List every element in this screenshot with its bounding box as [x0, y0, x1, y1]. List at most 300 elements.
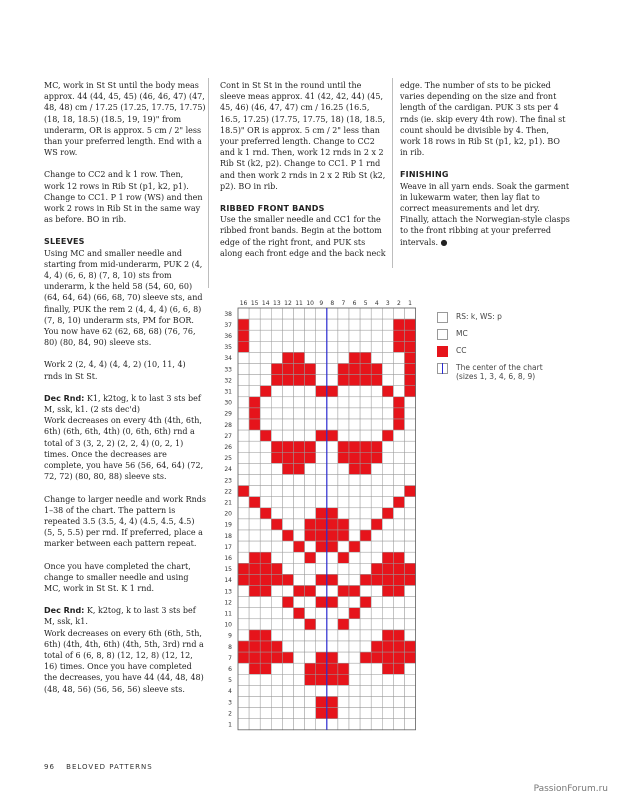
row-number: 13 [224, 588, 232, 596]
mc-stitch [271, 319, 282, 330]
cc-stitch [249, 574, 260, 585]
mc-stitch [327, 608, 338, 619]
legend-swatch-mc [437, 329, 448, 340]
mc-stitch [305, 630, 316, 641]
cc-stitch [382, 508, 393, 519]
mc-stitch [238, 552, 249, 563]
mc-stitch [305, 308, 316, 319]
column-number: 9 [319, 300, 324, 307]
row-number: 12 [224, 599, 232, 607]
cc-stitch [338, 552, 349, 563]
mc-stitch [249, 375, 260, 386]
mc-stitch [238, 441, 249, 452]
mc-stitch [393, 619, 404, 630]
cc-stitch [405, 574, 416, 585]
cc-stitch [393, 586, 404, 597]
mc-stitch [260, 541, 271, 552]
mc-stitch [405, 674, 416, 685]
mc-stitch [316, 319, 327, 330]
mc-stitch [238, 463, 249, 474]
section-heading-finishing: FINISHING [400, 170, 449, 180]
mc-stitch [238, 375, 249, 386]
mc-stitch [249, 308, 260, 319]
cc-stitch [316, 674, 327, 685]
mc-stitch [393, 486, 404, 497]
mc-stitch [360, 674, 371, 685]
mc-stitch [238, 308, 249, 319]
cc-stitch [338, 519, 349, 530]
mc-stitch [294, 630, 305, 641]
mc-stitch [249, 386, 260, 397]
mc-stitch [260, 397, 271, 408]
cc-stitch [349, 586, 360, 597]
mc-stitch [393, 541, 404, 552]
column-divider-1 [208, 78, 209, 288]
cc-stitch [260, 630, 271, 641]
mc-stitch [282, 475, 293, 486]
text-column-1 [44, 80, 206, 706]
mc-stitch [371, 586, 382, 597]
cc-stitch [393, 341, 404, 352]
cc-stitch [260, 641, 271, 652]
cc-stitch [305, 586, 316, 597]
mc-stitch [305, 341, 316, 352]
mc-stitch [305, 319, 316, 330]
mc-stitch [405, 441, 416, 452]
mc-stitch [294, 719, 305, 730]
row-number: 37 [224, 321, 232, 329]
mc-stitch [405, 663, 416, 674]
column-number: 16 [239, 300, 248, 307]
mc-stitch [327, 641, 338, 652]
cc-stitch [238, 574, 249, 585]
mc-stitch [338, 597, 349, 608]
cc-stitch [260, 430, 271, 441]
column-number: 11 [295, 300, 303, 307]
cc-stitch [405, 352, 416, 363]
mc-stitch [349, 697, 360, 708]
mc-stitch [271, 663, 282, 674]
mc-stitch [349, 430, 360, 441]
mc-stitch [260, 419, 271, 430]
mc-stitch [316, 330, 327, 341]
legend-label: The center of the chart (sizes 1, 3, 4, 6, 8, 9) [456, 363, 543, 381]
mc-stitch [249, 330, 260, 341]
mc-stitch [349, 708, 360, 719]
mc-stitch [382, 486, 393, 497]
mc-stitch [371, 630, 382, 641]
legend-swatch-cc [437, 346, 448, 357]
mc-stitch [371, 608, 382, 619]
cc-stitch [360, 463, 371, 474]
cc-stitch [294, 375, 305, 386]
cc-stitch [349, 441, 360, 452]
mc-stitch [294, 508, 305, 519]
cc-stitch [305, 364, 316, 375]
mc-stitch [271, 463, 282, 474]
cc-stitch [282, 530, 293, 541]
cc-stitch [305, 530, 316, 541]
cc-stitch [349, 352, 360, 363]
mc-stitch [282, 430, 293, 441]
mc-stitch [405, 463, 416, 474]
cc-stitch [305, 452, 316, 463]
mc-stitch [271, 552, 282, 563]
cc-stitch [260, 586, 271, 597]
mc-stitch [316, 685, 327, 696]
mc-stitch [305, 397, 316, 408]
mc-stitch [338, 330, 349, 341]
cc-stitch [338, 663, 349, 674]
paragraph [400, 181, 570, 248]
mc-stitch [382, 497, 393, 508]
cc-stitch [282, 463, 293, 474]
mc-stitch [294, 652, 305, 663]
legend-item-mc [437, 329, 556, 340]
mc-stitch [393, 308, 404, 319]
mc-stitch [382, 341, 393, 352]
mc-stitch [382, 352, 393, 363]
mc-stitch [282, 319, 293, 330]
dec-rnd-label: Dec Rnd: [44, 393, 85, 403]
mc-stitch [282, 708, 293, 719]
mc-stitch [371, 386, 382, 397]
mc-stitch [382, 397, 393, 408]
mc-stitch [349, 508, 360, 519]
mc-stitch [316, 308, 327, 319]
paragraph: Using MC and smaller needle and starting from mid-underarm, PUK 2 (4, 4, 4) (6, 6, 8) (7, 8, 10) sts from underarm, k the held 58 (54, 60, 60) (64, 64, 64) (66, 68, 70) sleeve sts, and finally, PUK the rem 2 (4, 4, 4) (6, 6, 8) (7, 8, 10) underarm sts, PM for BOR. You now have 62 (62, 68, 68) (76, 76, 80) (80, 84, 90) sleeve sts. [44, 248, 203, 348]
mc-stitch [371, 308, 382, 319]
mc-stitch [249, 441, 260, 452]
mc-stitch [349, 563, 360, 574]
cc-stitch [316, 652, 327, 663]
cc-stitch [360, 352, 371, 363]
cc-stitch [249, 641, 260, 652]
mc-stitch [260, 697, 271, 708]
mc-stitch [271, 719, 282, 730]
mc-stitch [294, 563, 305, 574]
mc-stitch [405, 519, 416, 530]
cc-stitch [238, 319, 249, 330]
mc-stitch [349, 552, 360, 563]
mc-stitch [371, 552, 382, 563]
mc-stitch [393, 608, 404, 619]
mc-stitch [371, 486, 382, 497]
mc-stitch [282, 641, 293, 652]
mc-stitch [349, 674, 360, 685]
mc-stitch [282, 697, 293, 708]
mc-stitch [260, 452, 271, 463]
mc-stitch [238, 586, 249, 597]
cc-stitch [271, 441, 282, 452]
mc-stitch [271, 330, 282, 341]
mc-stitch [360, 708, 371, 719]
cc-stitch [271, 375, 282, 386]
cc-stitch [393, 652, 404, 663]
mc-stitch [271, 630, 282, 641]
mc-stitch [327, 441, 338, 452]
mc-stitch [338, 563, 349, 574]
mc-stitch [260, 486, 271, 497]
mc-stitch [316, 552, 327, 563]
column-number: 2 [397, 300, 401, 307]
mc-stitch [371, 663, 382, 674]
mc-stitch [349, 530, 360, 541]
mc-stitch [393, 452, 404, 463]
mc-stitch [282, 674, 293, 685]
mc-stitch [360, 341, 371, 352]
mc-stitch [393, 697, 404, 708]
cc-stitch [393, 497, 404, 508]
cc-stitch [271, 574, 282, 585]
cc-stitch [405, 641, 416, 652]
cc-stitch [338, 441, 349, 452]
cc-stitch [249, 630, 260, 641]
mc-stitch [382, 452, 393, 463]
row-number: 7 [228, 654, 232, 662]
mc-stitch [338, 652, 349, 663]
cc-stitch [260, 574, 271, 585]
mc-stitch [405, 697, 416, 708]
cc-stitch [349, 452, 360, 463]
mc-stitch [294, 697, 305, 708]
cc-stitch [360, 441, 371, 452]
cc-stitch [405, 341, 416, 352]
cc-stitch [338, 586, 349, 597]
mc-stitch [238, 663, 249, 674]
dec-rnd-label: Dec Rnd: [44, 606, 85, 616]
cc-stitch [349, 375, 360, 386]
mc-stitch [382, 441, 393, 452]
mc-stitch [338, 386, 349, 397]
mc-stitch [249, 697, 260, 708]
cc-stitch [349, 364, 360, 375]
mc-stitch [349, 619, 360, 630]
mc-stitch [305, 563, 316, 574]
cc-stitch [238, 486, 249, 497]
paragraph: MC, work in St St until the body meas approx. 44 (44, 45, 45) (46, 46, 47) (47, 48, 48) cm / 17.25 (17.25, 17.75, 17.75) (18, 18, 18.5) (18.5, 19, 19)" from underarm, OR is approx. 5 cm / 2" less than your preferred length. End with a WS row. [44, 81, 206, 158]
mc-stitch [271, 497, 282, 508]
page-number: 96 [44, 763, 55, 771]
text-column-2 [220, 80, 388, 270]
mc-stitch [294, 663, 305, 674]
cc-stitch [271, 364, 282, 375]
row-number: 11 [224, 610, 232, 618]
mc-stitch [316, 463, 327, 474]
mc-stitch [260, 597, 271, 608]
mc-stitch [238, 430, 249, 441]
mc-stitch [382, 597, 393, 608]
mc-stitch [305, 652, 316, 663]
mc-stitch [238, 719, 249, 730]
mc-stitch [338, 630, 349, 641]
mc-stitch [282, 330, 293, 341]
end-mark-icon: ● [440, 237, 448, 247]
cc-stitch [271, 519, 282, 530]
mc-stitch [349, 475, 360, 486]
mc-stitch [405, 619, 416, 630]
mc-stitch [260, 519, 271, 530]
mc-stitch [305, 685, 316, 696]
mc-stitch [316, 352, 327, 363]
row-number: 21 [224, 499, 232, 507]
mc-stitch [249, 430, 260, 441]
mc-stitch [327, 308, 338, 319]
mc-stitch [271, 397, 282, 408]
cc-stitch [316, 519, 327, 530]
cc-stitch [316, 430, 327, 441]
mc-stitch [305, 719, 316, 730]
mc-stitch [382, 364, 393, 375]
mc-stitch [294, 475, 305, 486]
mc-stitch [382, 541, 393, 552]
row-number: 2 [228, 710, 232, 718]
mc-stitch [305, 419, 316, 430]
cc-stitch [405, 652, 416, 663]
mc-stitch [327, 330, 338, 341]
column-number: 12 [284, 300, 292, 307]
cc-stitch [360, 452, 371, 463]
row-number: 30 [224, 399, 232, 407]
watermark: PassionForum.ru [533, 784, 608, 794]
mc-stitch [327, 719, 338, 730]
cc-stitch [271, 641, 282, 652]
cc-stitch [282, 652, 293, 663]
mc-stitch [360, 552, 371, 563]
cc-stitch [382, 563, 393, 574]
mc-stitch [260, 674, 271, 685]
mc-stitch [327, 364, 338, 375]
paragraph: Work 2 (2, 4, 4) (4, 4, 2) (10, 11, 4) rnds in St St. [44, 360, 186, 381]
cc-stitch [282, 364, 293, 375]
mc-stitch [238, 408, 249, 419]
mc-stitch [338, 685, 349, 696]
mc-stitch [271, 697, 282, 708]
cc-stitch [316, 697, 327, 708]
mc-stitch [360, 563, 371, 574]
mc-stitch [360, 508, 371, 519]
row-number: 23 [224, 477, 232, 485]
mc-stitch [405, 397, 416, 408]
mc-stitch [260, 341, 271, 352]
mc-stitch [360, 408, 371, 419]
cc-stitch [360, 375, 371, 386]
mc-stitch [338, 708, 349, 719]
mc-stitch [305, 430, 316, 441]
mc-stitch [238, 519, 249, 530]
mc-stitch [405, 552, 416, 563]
mc-stitch [238, 697, 249, 708]
mc-stitch [360, 719, 371, 730]
mc-stitch [282, 486, 293, 497]
mc-stitch [271, 386, 282, 397]
mc-stitch [360, 419, 371, 430]
paragraph [44, 605, 206, 627]
cc-stitch [327, 541, 338, 552]
cc-stitch [260, 508, 271, 519]
mc-stitch [338, 463, 349, 474]
mc-stitch [405, 508, 416, 519]
mc-stitch [338, 319, 349, 330]
mc-stitch [305, 597, 316, 608]
row-number: 19 [224, 521, 232, 529]
mc-stitch [238, 397, 249, 408]
mc-stitch [371, 497, 382, 508]
mc-stitch [382, 330, 393, 341]
mc-stitch [238, 674, 249, 685]
row-number: 36 [224, 332, 232, 340]
mc-stitch [393, 375, 404, 386]
row-number: 33 [224, 366, 232, 374]
cc-stitch [327, 708, 338, 719]
mc-stitch [382, 419, 393, 430]
mc-stitch [349, 319, 360, 330]
row-number: 14 [224, 577, 232, 585]
mc-stitch [360, 486, 371, 497]
column-number: 6 [352, 300, 357, 307]
mc-stitch [238, 619, 249, 630]
paragraph: Work decreases on every 4th (4th, 6th, 6th) (6th, 6th, 4th) (0, 6th, 6th) rnd a total of 3 (3, 2, 2) (2, 2, 4) (0, 2, 1) times. Once the decreases are complete, you have 56 (56, 64, 64) (72, 72, 72) (80, 80, 88) sleeve sts. [44, 416, 204, 482]
mc-stitch [271, 530, 282, 541]
mc-stitch [360, 586, 371, 597]
mc-stitch [282, 685, 293, 696]
mc-stitch [260, 352, 271, 363]
dec-rnd-text: K, k2tog, k to last 3 sts bef M, ssk, k1. [44, 606, 196, 627]
cc-stitch [249, 408, 260, 419]
mc-stitch [338, 508, 349, 519]
cc-stitch [327, 597, 338, 608]
cc-stitch [382, 652, 393, 663]
cc-stitch [382, 630, 393, 641]
mc-stitch [316, 364, 327, 375]
cc-stitch [249, 563, 260, 574]
mc-stitch [371, 352, 382, 363]
mc-stitch [316, 475, 327, 486]
mc-stitch [327, 497, 338, 508]
mc-stitch [316, 719, 327, 730]
cc-stitch [360, 574, 371, 585]
cc-stitch [371, 364, 382, 375]
mc-stitch [249, 475, 260, 486]
mc-stitch [405, 430, 416, 441]
mc-stitch [349, 663, 360, 674]
mc-stitch [382, 697, 393, 708]
mc-stitch [271, 308, 282, 319]
cc-stitch [327, 519, 338, 530]
mc-stitch [382, 530, 393, 541]
mc-stitch [371, 419, 382, 430]
cc-stitch [382, 663, 393, 674]
mc-stitch [282, 419, 293, 430]
mc-stitch [294, 386, 305, 397]
cc-stitch [294, 452, 305, 463]
cc-stitch [382, 641, 393, 652]
mc-stitch [371, 708, 382, 719]
mc-stitch [282, 663, 293, 674]
cc-stitch [360, 530, 371, 541]
column-number: 3 [385, 300, 390, 307]
cc-stitch [294, 441, 305, 452]
mc-stitch [294, 574, 305, 585]
mc-stitch [271, 419, 282, 430]
mc-stitch [360, 641, 371, 652]
cc-stitch [249, 652, 260, 663]
cc-stitch [393, 563, 404, 574]
mc-stitch [271, 708, 282, 719]
paragraph: Use the smaller needle and CC1 for the ribbed front bands. Begin at the bottom edge of the right front, and PUK sts along each front edge and the back neck [220, 215, 386, 258]
cc-stitch [316, 386, 327, 397]
mc-stitch [327, 375, 338, 386]
